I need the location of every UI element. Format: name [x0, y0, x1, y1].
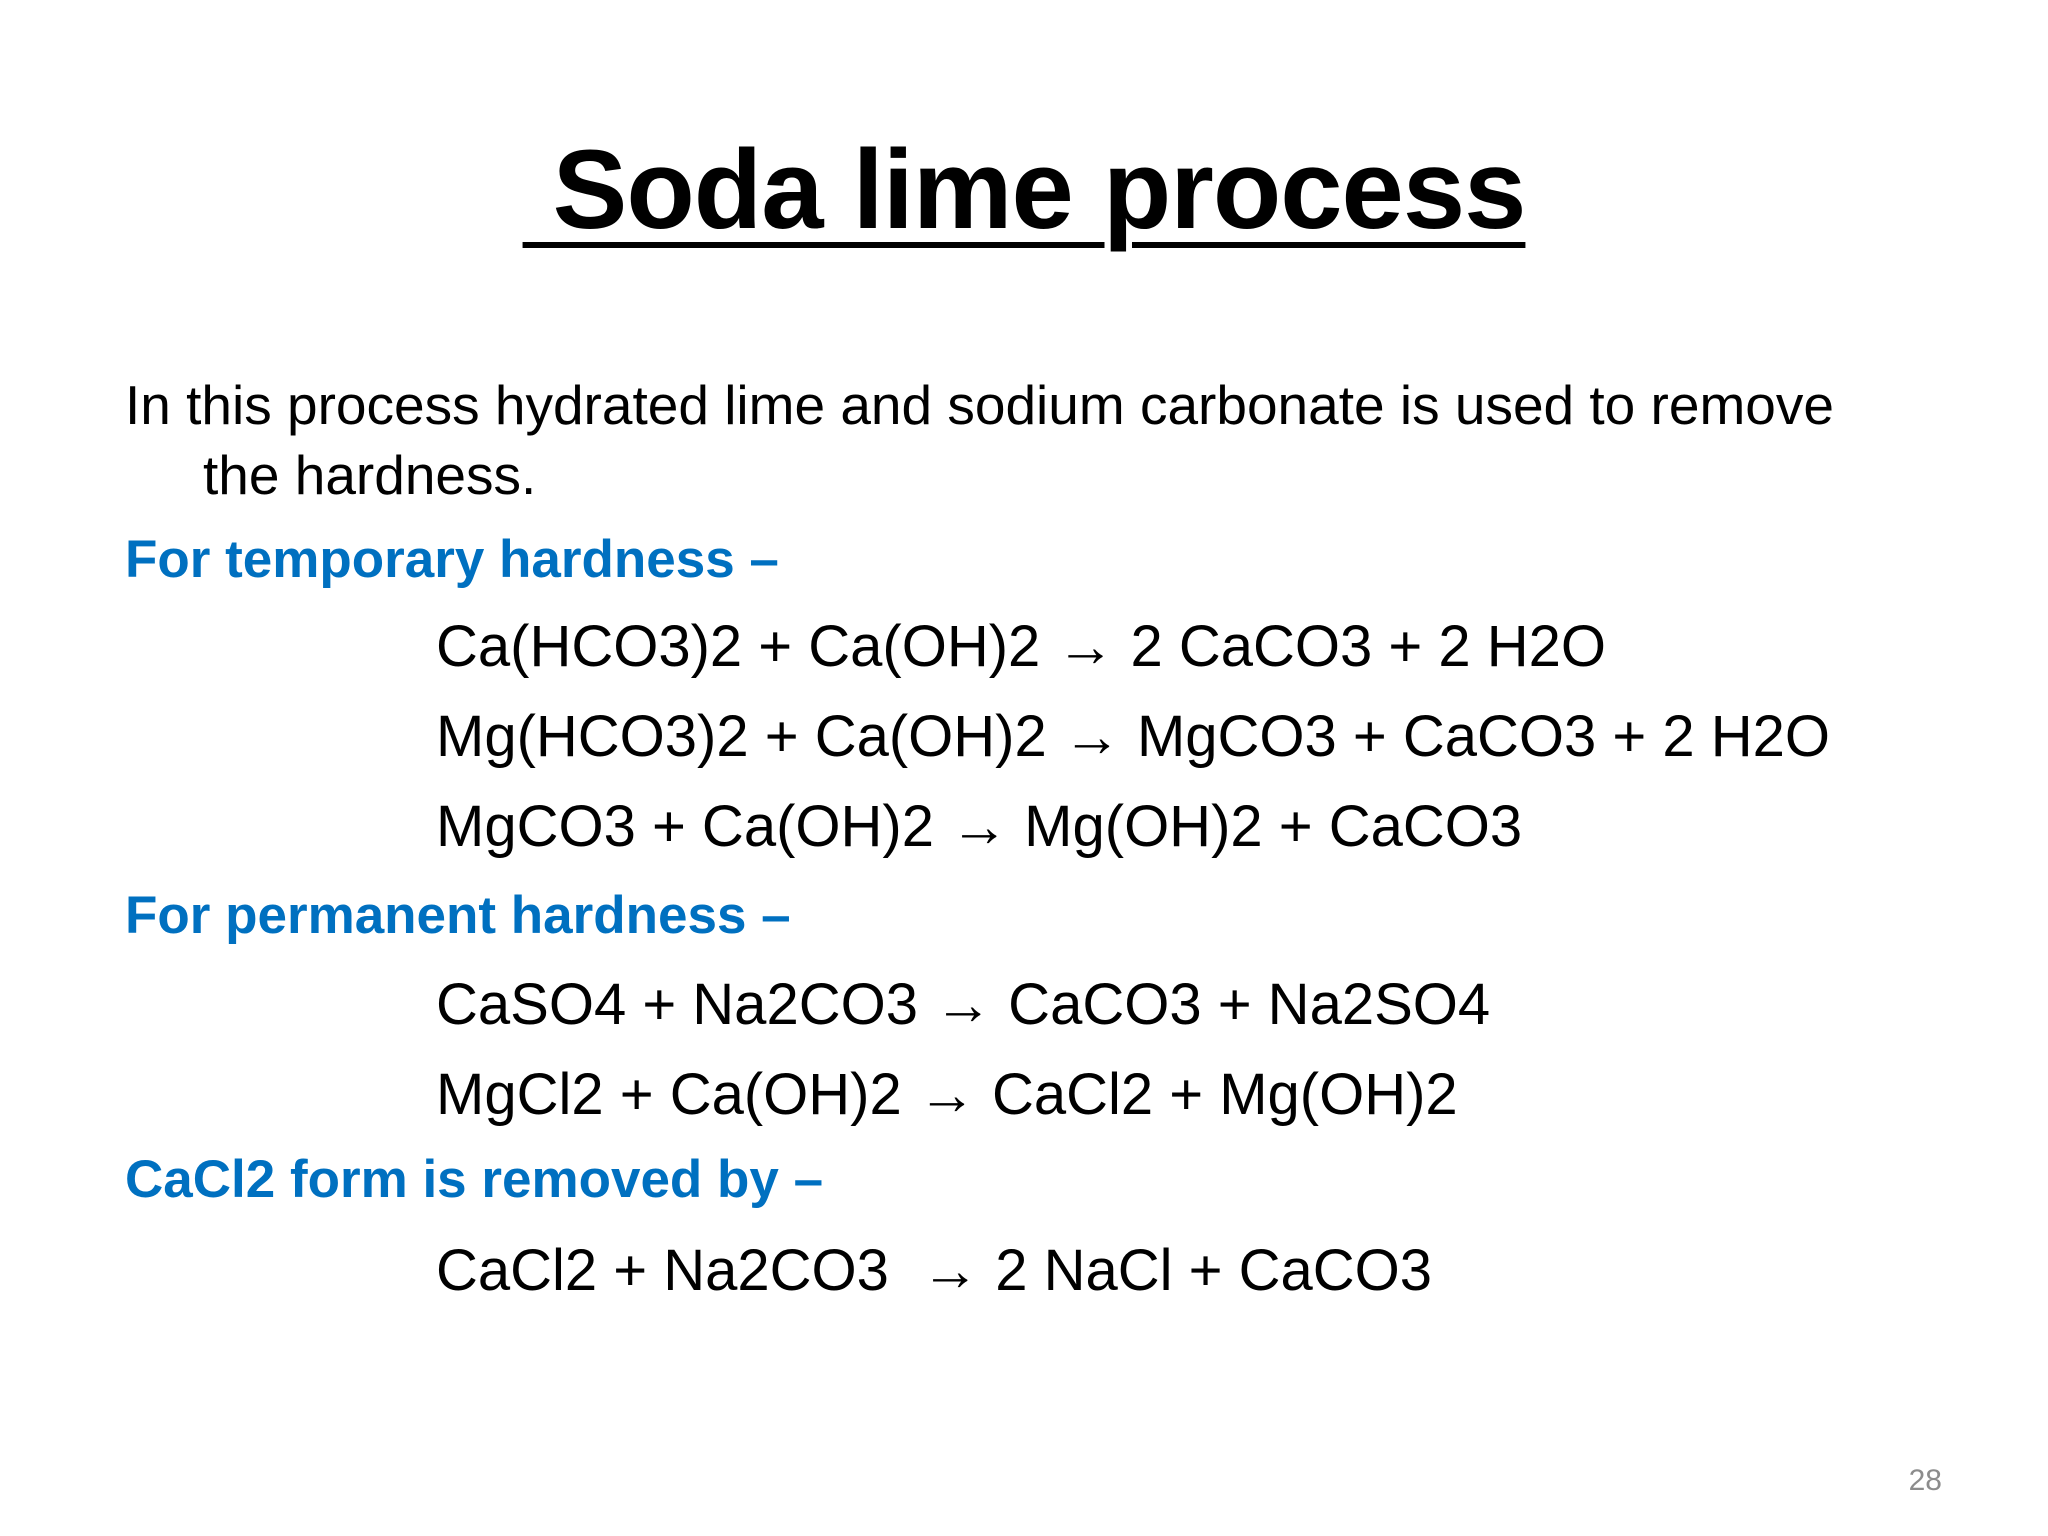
heading-temporary-hardness: For temporary hardness – — [125, 530, 779, 589]
equation-permanent-2: MgCl2 + Ca(OH)2 → CaCl2 + Mg(OH)2 — [436, 1062, 1458, 1127]
heading-cacl2-removal: CaCl2 form is removed by – — [125, 1150, 824, 1209]
equation-cacl2-removal: CaCl2 + Na2CO3 → 2 NaCl + CaCO3 — [436, 1238, 1433, 1303]
slide-title-text: Soda lime process — [522, 127, 1526, 252]
intro-line-2: the hardness. — [203, 444, 537, 506]
equation-temporary-1: Ca(HCO3)2 + Ca(OH)2 → 2 CaCO3 + 2 H2O — [436, 614, 1607, 679]
page-number: 28 — [1908, 1464, 1942, 1497]
equation-permanent-1: CaSO4 + Na2CO3 → CaCO3 + Na2SO4 — [436, 972, 1491, 1037]
slide-title — [0, 120, 2048, 260]
equation-temporary-3: MgCO3 + Ca(OH)2 → Mg(OH)2 + CaCO3 — [436, 794, 1523, 859]
intro-paragraph — [125, 370, 1945, 510]
equation-temporary-2: Mg(HCO3)2 + Ca(OH)2 → MgCO3 + CaCO3 + 2 H2O — [436, 704, 1831, 769]
intro-line-1: In this process hydrated lime and sodium carbonate is used to remove — [125, 374, 1834, 436]
heading-permanent-hardness: For permanent hardness – — [125, 886, 791, 945]
